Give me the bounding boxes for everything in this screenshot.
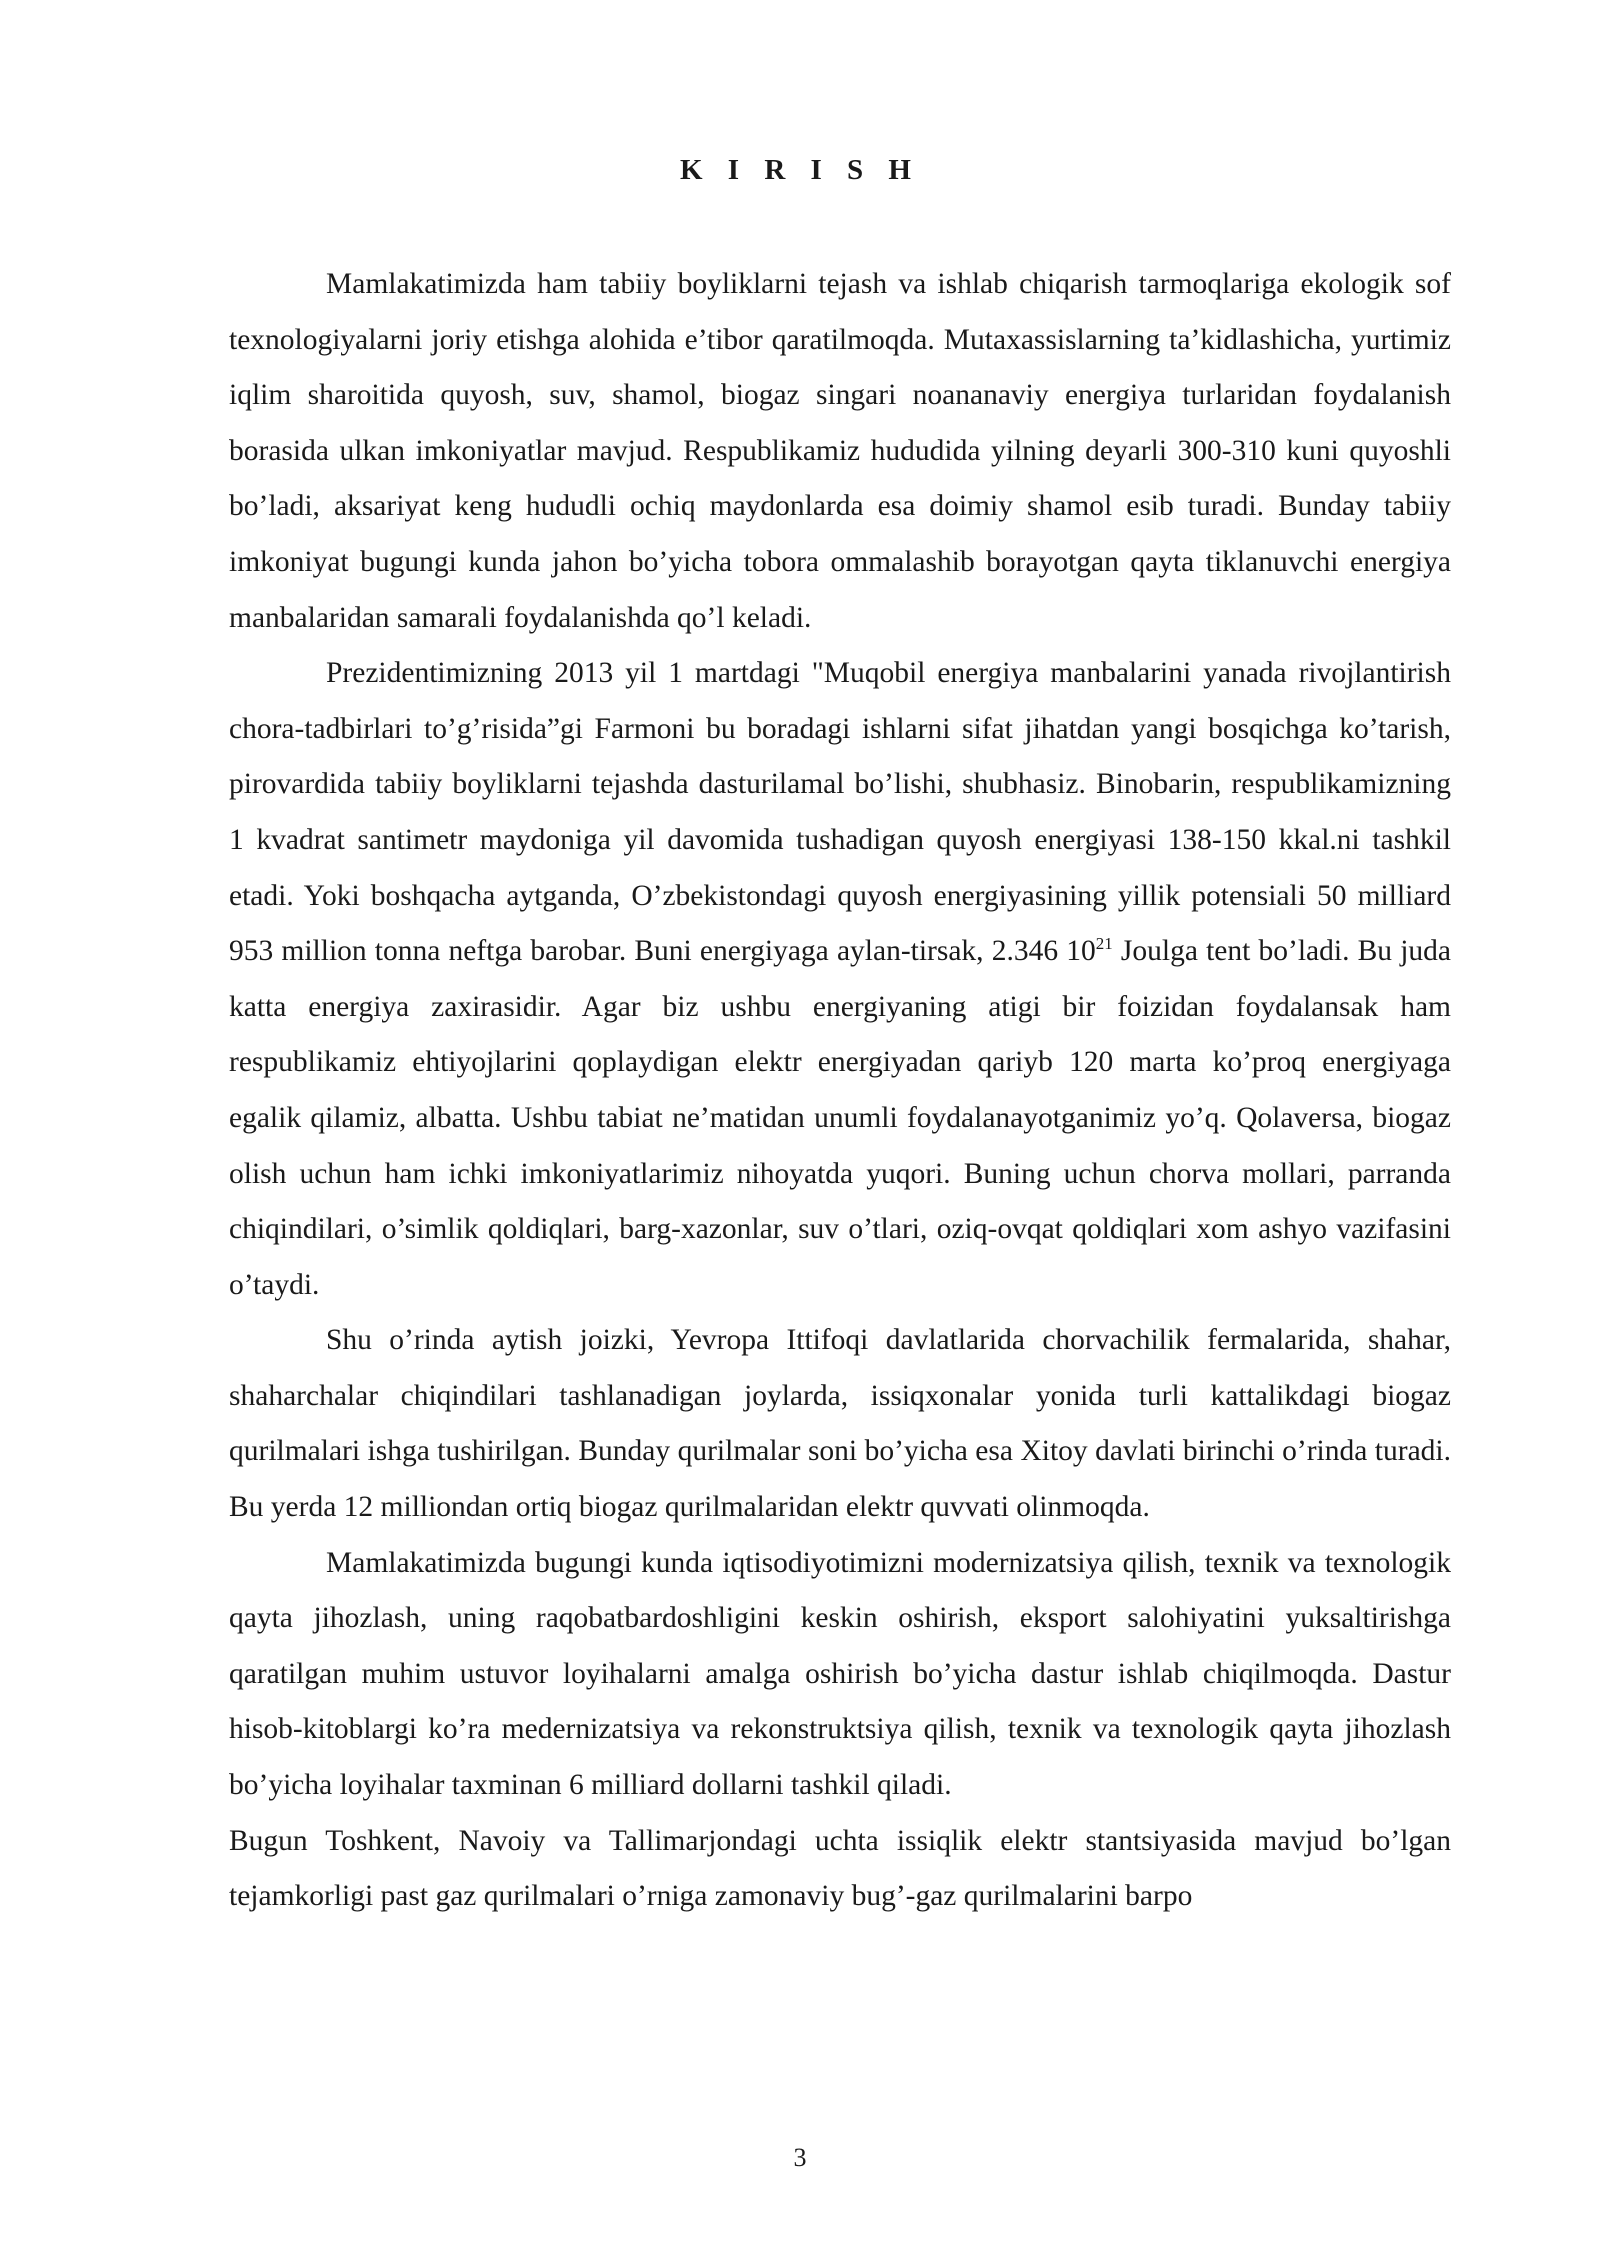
- superscript-exponent: 21: [1095, 934, 1113, 954]
- paragraph-with-superscript: [229, 646, 1451, 1313]
- paragraph: Mamlakatimizda ham tabiiy boyliklarni tejash va ishlab chiqarish tarmoqlariga ekologik sof texnologiyalarni joriy etishga alohida e’tibor qaratilmoqda. Mutaxassislarning ta’kidlashicha, yurtimiz iqlim sharoitida quyosh, suv, shamol, biogaz singari noananaviy energiya turlaridan foydalanish borasida ulkan imkoniyatlar mavjud. Respublikamiz hududida yilning deyarli 300-310 kuni quyoshli bo’ladi, aksariyat keng hududli ochiq maydonlarda esa doimiy shamol esib turadi. Bunday tabiiy imkoniyat bugungi kunda jahon bo’yicha tobora ommalashib borayotgan qayta tiklanuvchi energiya manbalaridan samarali foydalanishda qo’l keladi.: [229, 268, 1451, 634]
- paragraph-text-before-superscript: Prezidentimizning 2013 yil 1 martdagi "Muqobil energiya manbalarini yanada rivojlantirish chora-tadbirlari to’g’risida”gi Farmoni bu boradagi ishlarni sifat jihatdan yangi bosqichga ko’tarish, pirovardida tabiiy boyliklarni tejashda dasturilamal bo’lishi, shubhasiz. Binobarin, respublikamizning 1 kvadrat santimetr maydoniga yil davomida tushadigan quyosh energiyasi 138-150 kkal.ni tashkil etadi. Yoki boshqacha aytganda, O’zbekistondagi quyosh energiyasining yillik potensiali 50 milliard 953 million tonna neftga barobar. Buni energiyaga aylan-tirsak, 2.346 10: [229, 657, 1451, 968]
- paragraph: Shu o’rinda aytish joizki, Yevropa Ittifoqi davlatlarida chorvachilik fermalarida, shahar, shaharchalar chiqindilari tashlanadigan joylarda, issiqxonalar yonida turli kattalikdagi biogaz qurilmalari ishga tushirilgan. Bunday qurilmalar soni bo’yicha esa Xitoy davlati birinchi o’rinda turadi. Bu yerda 12 milliondan ortiq biogaz qurilmalaridan elektr quvvati olinmoqda.: [229, 1324, 1451, 1524]
- page-number: 3: [793, 2143, 807, 2172]
- body-text: [229, 257, 1451, 1925]
- page-heading: K I R I S H: [679, 154, 920, 186]
- paragraph: Bugun Toshkent, Navoiy va Tallimarjondagi uchta issiqlik elektr stantsiyasida mavjud bo’lgan tejamkorligi past gaz qurilmalari o’rniga zamonaviy bug’-gaz qurilmalarini barpo: [229, 1824, 1451, 1913]
- paragraph: Mamlakatimizda bugungi kunda iqtisodiyotimizni modernizatsiya qilish, texnik va texnologik qayta jihozlash, uning raqobatbardoshligini keskin oshirish, eksport salohiyatini yuksaltirishga qaratilgan muhim ustuvor loyihalarni amalga oshirish bo’yicha dastur ishlab chiqilmoqda. Dastur hisob-kitoblargi ko’ra medernizatsiya va rekonstruktsiya qilish, texnik va texnologik qayta jihozlash bo’yicha loyihalar taxminan 6 milliard dollarni tashkil qiladi.: [229, 1546, 1451, 1802]
- paragraph-text-after-superscript: Joulga tent bo’ladi. Bu juda katta energiya zaxirasidir. Agar biz ushbu energiyaning atigi bir foizidan foydalansak ham respublikamiz ehtiyojlarini qoplaydigan elektr energiyadan qariyb 120 marta ko’proq energiyaga egalik qilamiz, albatta. Ushbu tabiat ne’matidan unumli foydalanayotganimiz yo’q. Qolaversa, biogaz olish uchun ham ichki imkoniyatlarimiz nihoyatda yuqori. Buning uchun chorva mollari, parranda chiqindilari, o’simlik qoldiqlari, barg-xazonlar, suv o’tlari, oziq-ovqat qoldiqlari xom ashyo vazifasini o’taydi.: [229, 935, 1451, 1301]
